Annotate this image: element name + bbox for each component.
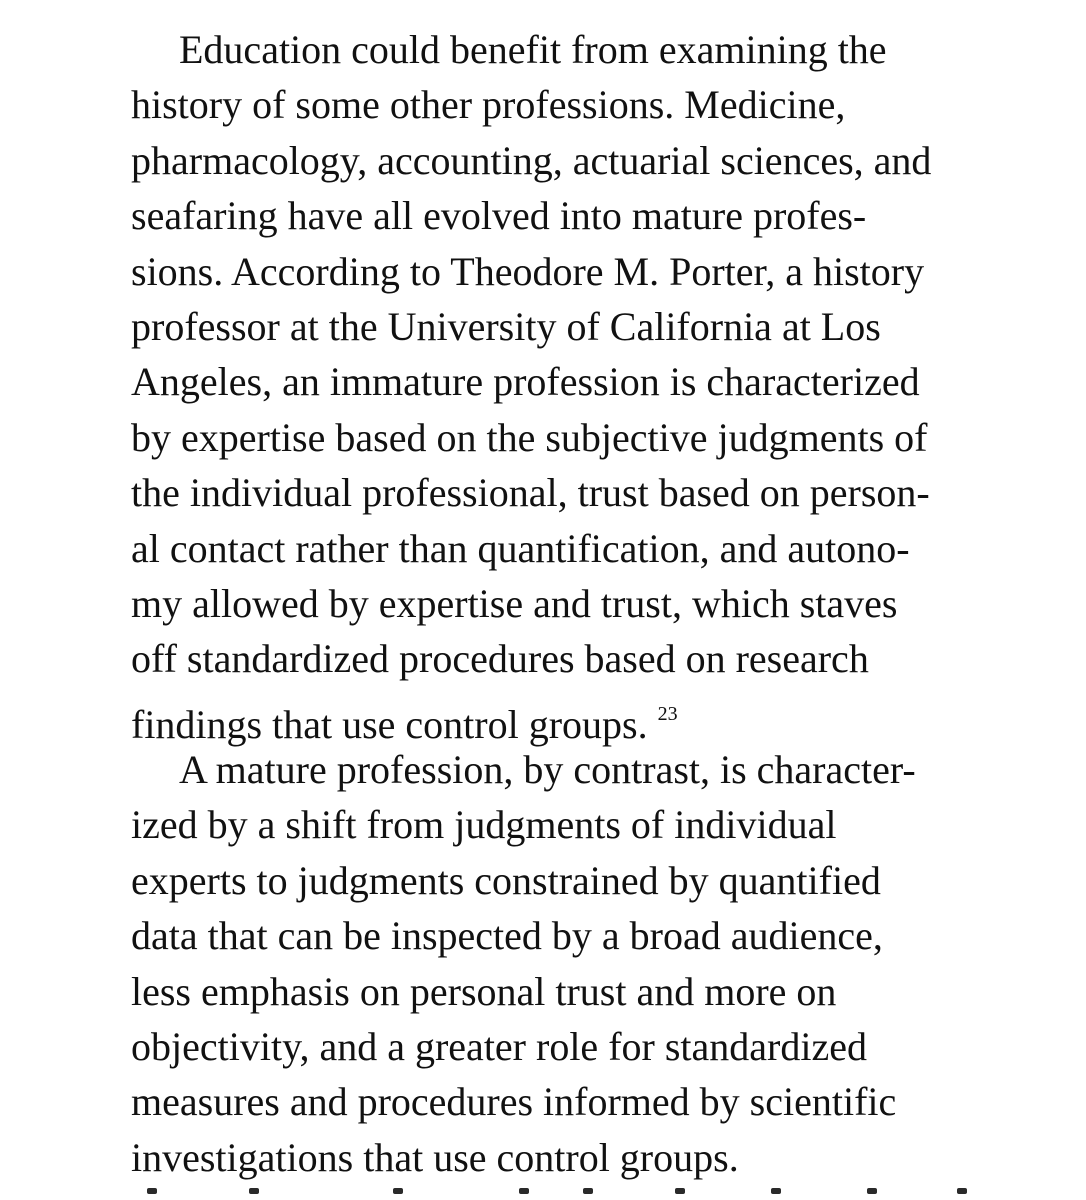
paragraph-1-line: Education could benefit from examining the [179, 27, 887, 72]
paragraph-1-line: sions. According to Theodore M. Porter, a history [131, 248, 925, 294]
paragraph-1-line: history of some other professions. Medicine, [131, 82, 846, 128]
paragraph-2-line: less emphasis on personal trust and more on [131, 968, 837, 1014]
paragraph-1-line: seafaring have all evolved into mature profes- [131, 193, 867, 239]
paragraph-1-line: off standardized procedures based on research [131, 636, 869, 682]
glyph-fragment [771, 1188, 781, 1194]
paragraph-1-line: the individual professional, trust based on person- [131, 470, 930, 516]
paragraph-1-line: by expertise based on the subjective judgments of [131, 414, 928, 460]
paragraph-2-line: data that can be inspected by a broad audience, [131, 913, 883, 959]
footnote-reference[interactable]: 23 [657, 702, 678, 725]
paragraph-1-last-line [131, 687, 1011, 747]
cut-off-next-line [131, 1188, 1011, 1200]
paragraph-1-line-text: findings that use control groups. [131, 701, 648, 747]
glyph-fragment [147, 1188, 157, 1194]
paragraph-2-line: ized by a shift from judgments of individual [131, 802, 837, 848]
paragraph-2-line: investigations that use control groups. [131, 1134, 739, 1180]
paragraph-1-line: al contact rather than quantification, and autono- [131, 525, 910, 571]
glyph-fragment [867, 1188, 877, 1194]
paragraph-1-line: professor at the University of California at Los [131, 303, 881, 349]
glyph-fragment [583, 1188, 593, 1194]
paragraph-2-line: A mature profession, by contrast, is character- [179, 747, 916, 793]
paragraph-2-line: objectivity, and a greater role for standardized [131, 1024, 867, 1070]
paragraph-1-line: pharmacology, accounting, actuarial sciences, and [131, 137, 932, 183]
paragraph-2-line: measures and procedures informed by scientific [131, 1079, 897, 1125]
glyph-fragment [393, 1188, 403, 1194]
paragraph-2-line: experts to judgments constrained by quantified [131, 857, 881, 903]
glyph-fragment [675, 1188, 685, 1194]
body-text [131, 22, 1011, 1185]
glyph-fragment [249, 1188, 259, 1194]
glyph-fragment [957, 1188, 967, 1194]
paragraph-1-line: my allowed by expertise and trust, which staves [131, 580, 898, 626]
glyph-fragment [519, 1188, 529, 1194]
paragraph-1-line: Angeles, an immature profession is characterized [131, 359, 920, 405]
